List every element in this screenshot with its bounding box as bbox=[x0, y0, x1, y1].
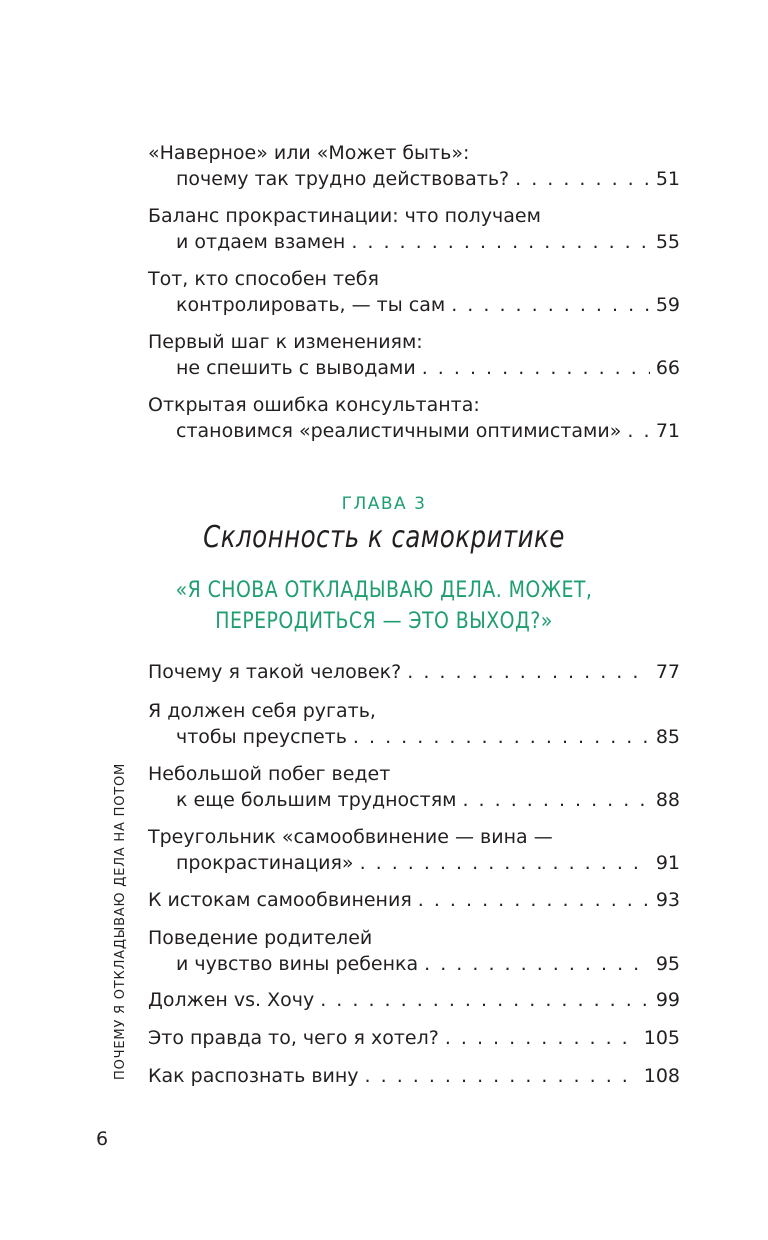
toc-page-number: 108 bbox=[643, 1065, 680, 1087]
leader-dots bbox=[451, 292, 650, 318]
leader-dots bbox=[445, 1025, 638, 1051]
toc-entry-line1: Баланс прокрастинации: что получаем bbox=[148, 205, 541, 227]
chapter-epigraph-line1: «Я СНОВА ОТКЛАДЫВАЮ ДЕЛА. МОЖЕТ, bbox=[175, 578, 593, 603]
toc-entry-line2: и чувство вины ребенка bbox=[176, 953, 419, 975]
toc-entry bbox=[148, 203, 680, 255]
toc-entry bbox=[148, 266, 680, 318]
leader-dots bbox=[353, 724, 650, 750]
toc-page-number: 66 bbox=[655, 357, 680, 379]
toc-entry-line1: Тот, кто способен тебя bbox=[148, 268, 379, 290]
toc-entry-title: Почему я такой человек? bbox=[148, 661, 402, 683]
chapter-epigraph-line2: ПЕРЕРОДИТЬСЯ — ЭТО ВЫХОД?» bbox=[215, 609, 553, 634]
toc-page-number: 99 bbox=[655, 989, 680, 1011]
toc-entry bbox=[148, 1063, 680, 1089]
toc-page-number: 105 bbox=[643, 1027, 680, 1049]
toc-entry-line2: не спешить с выводами bbox=[176, 357, 416, 379]
leader-dots bbox=[365, 1063, 638, 1089]
toc-entry-line2: контролировать, — ты сам bbox=[176, 294, 446, 316]
running-title: ПОЧЕМУ Я ОТКЛАДЫВАЮ ДЕЛА НА ПОТОМ bbox=[113, 762, 128, 1080]
chapter-epigraph bbox=[0, 575, 768, 637]
toc-page-number: 59 bbox=[655, 294, 680, 316]
leader-dots bbox=[627, 418, 649, 444]
leader-dots bbox=[320, 987, 650, 1013]
toc-entry bbox=[148, 698, 680, 750]
toc-page-number: 95 bbox=[655, 953, 680, 975]
toc-entry-line1: Треугольник «самообвинение — вина — bbox=[148, 826, 553, 848]
toc-entry-title: Как распознать вину bbox=[148, 1065, 359, 1087]
toc-entry-line2: почему так трудно действовать? bbox=[176, 168, 510, 190]
toc-entry-line1: «Наверное» или «Может быть»: bbox=[148, 142, 470, 164]
leader-dots bbox=[515, 166, 650, 192]
toc-entry bbox=[148, 987, 680, 1013]
toc-page-number: 93 bbox=[655, 889, 680, 911]
toc-page-number: 51 bbox=[655, 168, 680, 190]
leader-dots bbox=[351, 229, 650, 255]
toc-page-number: 91 bbox=[655, 852, 680, 874]
toc-entry bbox=[148, 392, 680, 444]
toc-entry-line2: и отдаем взамен bbox=[176, 231, 346, 253]
toc-entry bbox=[148, 1025, 680, 1051]
toc-entry-line1: Первый шаг к изменениям: bbox=[148, 331, 423, 353]
toc-entry-line1: Небольшой побег ведет bbox=[148, 763, 391, 785]
toc-entry-line1: Поведение родителей bbox=[148, 927, 373, 949]
toc-page-number: 77 bbox=[655, 661, 680, 683]
toc-entry-line2: к еще большим трудностям bbox=[176, 789, 457, 811]
toc-entry-line2: становимся «реалистичными оптимистами» bbox=[176, 420, 622, 442]
leader-dots bbox=[407, 659, 650, 685]
toc-page-number: 85 bbox=[655, 726, 680, 748]
leader-dots bbox=[424, 951, 650, 977]
toc-entry bbox=[148, 329, 680, 381]
toc-entry bbox=[148, 925, 680, 977]
toc-entry bbox=[148, 824, 680, 876]
toc-entry-title: Это правда то, чего я хотел? bbox=[148, 1027, 439, 1049]
leader-dots bbox=[360, 850, 650, 876]
toc-entry bbox=[148, 659, 680, 685]
toc-entry-line1: Открытая ошибка консультанта: bbox=[148, 394, 480, 416]
toc-entry bbox=[148, 887, 680, 913]
toc-page-number: 55 bbox=[655, 231, 680, 253]
leader-dots bbox=[462, 787, 649, 813]
page-number: 6 bbox=[96, 1128, 109, 1150]
leader-dots bbox=[418, 887, 650, 913]
chapter-title: Склонность к самокритике bbox=[203, 520, 565, 555]
toc-entry-title: К истокам самообвинения bbox=[148, 889, 412, 911]
toc-entry bbox=[148, 761, 680, 813]
toc-entry-line1: Я должен себя ругать, bbox=[148, 700, 376, 722]
toc-entry-line2: чтобы преуспеть bbox=[176, 726, 347, 748]
toc-entry bbox=[148, 140, 680, 192]
toc-entry-title: Должен vs. Хочу bbox=[148, 989, 315, 1011]
toc-page-number: 71 bbox=[655, 420, 680, 442]
chapter-label: ГЛАВА 3 bbox=[341, 494, 427, 514]
toc-page-number: 88 bbox=[655, 789, 680, 811]
leader-dots bbox=[422, 355, 650, 381]
toc-entry-line2: прокрастинация» bbox=[176, 852, 354, 874]
